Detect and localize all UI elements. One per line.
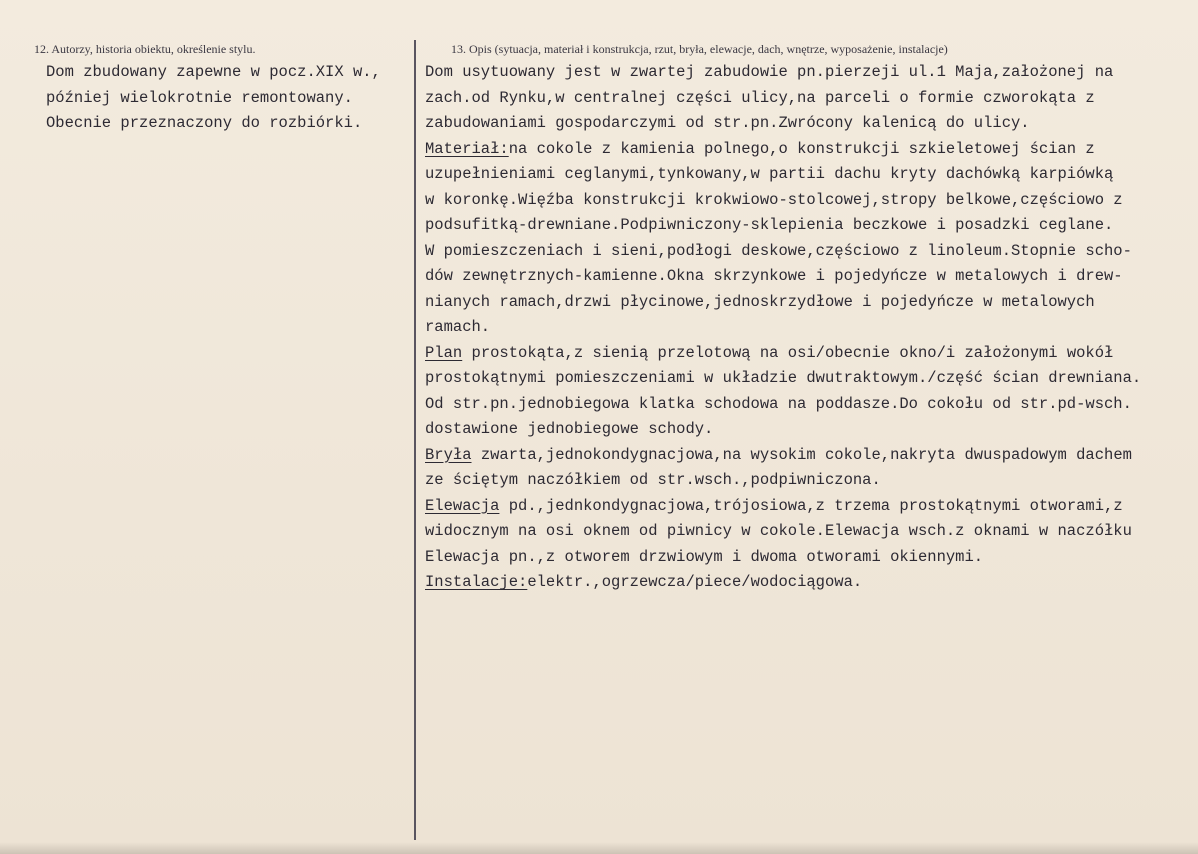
elewacja-line: Elewacja pn.,z otworem drzwiowym i dwoma otworami okiennymi. xyxy=(425,547,984,566)
bryla-line: ze ściętym naczółkiem od str.wsch.,podpiwniczona. xyxy=(425,471,881,489)
paper-edge-shadow xyxy=(0,842,1198,854)
material-line: uzupełnieniami ceglanymi,tynkowany,w partii dachu kryty dachówką karpiówką xyxy=(425,165,1114,183)
material-line: ramach. xyxy=(425,318,491,336)
instalacje-line xyxy=(425,570,1195,596)
bryla-text: zwarta,jednokondygnacjowa,na wysokim cokole,nakryta dwuspadowym dachem xyxy=(471,445,1132,464)
section-12-header: 12. Autorzy, historia obiektu, określenie stylu. xyxy=(34,42,256,56)
column-divider xyxy=(414,40,416,840)
elewacja-label: Elewacja xyxy=(425,496,500,515)
material-line xyxy=(425,137,1195,163)
material-line: nianych ramach,drzwi płycinowe,jednoskrzydłowe i pojedyńcze w metalowych xyxy=(425,292,1095,311)
history-line: później wielokrotnie remontowany. xyxy=(46,88,353,107)
description-text xyxy=(425,60,1195,596)
material-line: dów zewnętrznych-kamienne.Okna skrzynkowe i pojedyńcze w metalowych i drew- xyxy=(425,267,1123,285)
intro-line: Dom usytuowany jest w zwartej zabudowie pn.pierzeji ul.1 Maja,założonej na xyxy=(425,63,1114,81)
bryla-line xyxy=(425,443,1195,469)
plan-text: prostokąta,z sienią przelotową na osi/obecnie okno/i założonymi wokół xyxy=(462,343,1114,362)
instalacje-label: Instalacje: xyxy=(425,573,528,591)
history-line: Obecnie przeznaczony do rozbiórki. xyxy=(46,114,363,132)
section-13-header: 13. Opis (sytuacja, materiał i konstrukcja, rzut, bryła, elewacje, dach, wnętrze, wyposażenie, instalacje) xyxy=(451,42,948,56)
history-line: Dom zbudowany zapewne w pocz.XIX w., xyxy=(46,63,381,81)
material-line: W pomieszczeniach i sieni,podłogi deskowe,częściowo z linoleum.Stopnie scho- xyxy=(425,241,1132,260)
plan-label: Plan xyxy=(425,343,463,362)
elewacja-text: pd.,jednkondygnacjowa,trójosiowa,z trzema prostokątnymi otworami,z xyxy=(499,496,1123,515)
material-line: podsufitką-drewniane.Podpiwniczony-sklepienia beczkowe i posadzki ceglane. xyxy=(425,216,1114,234)
plan-line: dostawione jednobiegowe schody. xyxy=(425,420,714,438)
elewacja-line xyxy=(425,494,1195,520)
instalacje-text: elektr.,ogrzewcza/piece/wodociągowa. xyxy=(527,573,863,591)
material-line: w koronkę.Więźba konstrukcji krokwiowo-stolcowej,stropy belkowe,częściowo z xyxy=(425,190,1123,209)
material-label: Materiał: xyxy=(425,139,509,158)
plan-line: Od str.pn.jednobiegowa klatka schodowa na poddasze.Do cokołu od str.pd-wsch. xyxy=(425,394,1132,413)
elewacja-line: widocznym na osi oknem od piwnicy w cokole.Elewacja wsch.z oknami w naczółku xyxy=(425,522,1132,540)
history-text xyxy=(46,60,406,137)
bryla-label: Bryła xyxy=(425,445,472,464)
plan-line xyxy=(425,341,1195,367)
intro-line: zach.od Rynku,w centralnej części ulicy,na parceli o formie czworokąta z xyxy=(425,88,1095,107)
material-text: na cokole z kamienia polnego,o konstrukcji szkieletowej ścian z xyxy=(508,139,1095,158)
intro-line: zabudowaniami gospodarczymi od str.pn.Zwrócony kalenicą do ulicy. xyxy=(425,114,1030,132)
plan-line: prostokątnymi pomieszczeniami w układzie dwutraktowym./część ścian drewniana. xyxy=(425,369,1142,387)
